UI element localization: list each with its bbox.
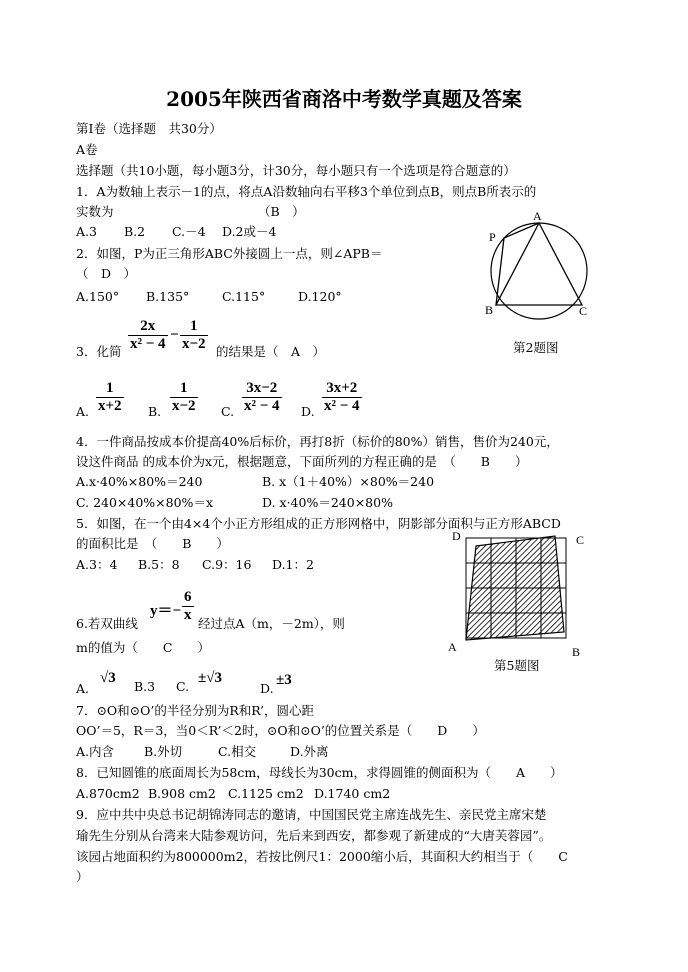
- q9-text-line3: 该园占地面积约为800000m2，若按比例尺1：2000缩小后，其面积大约相当于（ C: [76, 849, 568, 864]
- q6-option-a-label: A.: [76, 681, 90, 696]
- fig5-label-c: C: [576, 533, 585, 547]
- q6-suffix: 经过点A（m，－2m），则: [198, 616, 345, 631]
- fig2-label-c: C: [579, 304, 588, 318]
- q6-option-a: √3: [100, 670, 116, 686]
- q3-option-c-den: x² − 4: [244, 398, 280, 414]
- q7-text-line1: 7．⊙O和⊙O’的半径分别为R和R’，圆心距: [76, 703, 314, 718]
- q7-option-d: D.外离: [290, 744, 329, 759]
- q3-option-b: [170, 380, 198, 415]
- q6-option-d-label: D.: [260, 681, 274, 696]
- q8-option-b: B.908 cm2: [148, 786, 216, 801]
- q3-option-a-label: A.: [76, 404, 90, 419]
- q1-text-line2: 实数为: [76, 204, 114, 219]
- q5-text-line1: 5．如图，在一个由4×4个小正方形组成的正方形网格中，阴影部分面积与正方形ABCD: [76, 516, 561, 531]
- fig2-label-p: P: [489, 230, 496, 244]
- q1-option-d: D.2或－4: [222, 224, 277, 239]
- q6-fraction: [182, 589, 194, 624]
- q1-option-c: C.－4: [172, 224, 206, 239]
- q4-option-a: A.x·40%×80%＝240: [76, 474, 203, 489]
- q3-option-d-num: 3x+2: [326, 380, 358, 396]
- q2-option-d: D.120°: [298, 289, 342, 304]
- q9-text-line1: 9．应中共中央总书记胡锦涛同志的邀请，中国国民党主席连战先生、亲民党主席宋楚: [76, 807, 547, 822]
- q2-option-c: C.115°: [222, 289, 266, 304]
- q3-option-c: [242, 380, 282, 415]
- q3-frac2-den: x−2: [182, 336, 206, 352]
- q2-figure: [478, 208, 608, 338]
- q7-text-line2: OO’＝5，R＝3，当0＜R’＜2时，⊙O和⊙O’的位置关系是（ D ）: [76, 723, 485, 738]
- fig5-label-a: A: [448, 640, 457, 654]
- q6-frac-num: 6: [184, 589, 192, 605]
- fig2-label-a: A: [533, 209, 542, 223]
- q3-option-c-num: 3x−2: [246, 380, 278, 396]
- q9-text-line4: ）: [76, 869, 89, 884]
- q7-option-a: A.内含: [76, 744, 115, 759]
- q3-option-b-den: x−2: [172, 398, 196, 414]
- page-title: 2005年陕西省商洛中考数学真题及答案: [166, 87, 522, 111]
- q3-option-a-den: x+2: [98, 398, 122, 414]
- q2-figure-caption: 第2题图: [513, 340, 559, 355]
- q8-option-d: D.1740 cm2: [314, 786, 391, 801]
- q3-frac1-den: x² − 4: [130, 336, 166, 352]
- q3-option-d-den: x² − 4: [324, 398, 360, 414]
- fig2-label-b: B: [485, 303, 494, 317]
- q6-option-c: ±√3: [198, 670, 222, 686]
- q3-option-a-num: 1: [106, 380, 114, 396]
- q3-prefix: 3．化简: [76, 344, 122, 359]
- q5-figure: [446, 528, 596, 660]
- q1-option-b: B.2: [124, 224, 146, 239]
- q6-option-d: ±3: [276, 672, 292, 688]
- q5-option-a: A.3：4: [76, 557, 118, 572]
- q5-option-b: B.5：8: [138, 557, 180, 572]
- q6-text-line2: m的值为（ C ）: [76, 640, 210, 655]
- q3-option-a: [96, 380, 124, 415]
- q2-option-a: A.150°: [76, 289, 120, 304]
- q4-text-line1: 4．一件商品按成本价提高40%后标价，再打8折（标价的80%）销售，售价为240元，: [76, 434, 559, 449]
- q4-option-c: C. 240×40%×80%＝x: [76, 495, 213, 510]
- q4-option-d: D. x·40%＝240×80%: [262, 495, 393, 510]
- q6-option-c-label: C.: [176, 679, 190, 694]
- q3-option-b-label: B.: [148, 404, 162, 419]
- q4-text-line2: 设这件商品 的成本价为x元，根据题意，下面所列的方程正确的是 （ B ）: [76, 454, 528, 469]
- q8-text: 8．已知圆锥的底面周长为58cm，母线长为30cm，求得圆锥的侧面积为（ A ）: [76, 765, 563, 780]
- q3-minus: −: [170, 327, 179, 343]
- q4-option-b: B. x（1＋40%）×80%＝240: [262, 474, 435, 489]
- q3-fraction-2: [180, 318, 208, 353]
- q2-option-b: B.135°: [146, 289, 190, 304]
- q6-prefix: 6.若双曲线: [76, 616, 138, 631]
- q3-fraction-1: [128, 318, 168, 353]
- q3-suffix: 的结果是（ A ）: [216, 344, 326, 359]
- volume-label: A卷: [76, 142, 98, 157]
- q7-option-b: B.外切: [144, 744, 183, 759]
- q2-answer: （ D ）: [76, 266, 137, 281]
- q1-answer: （B ）: [258, 204, 305, 219]
- q2-text: 2．如图，P为正三角形ABC外接圆上一点，则∠APB＝: [76, 246, 383, 261]
- q8-option-c: C.1125 cm2: [228, 786, 304, 801]
- part-header: 第Ⅰ卷（选择题 共30分）: [76, 121, 222, 136]
- q9-text-line2: 瑜先生分别从台湾来大陆参观访问，先后来到西安，都参观了新建成的“大唐芙蓉园”。: [76, 828, 552, 843]
- q6-eq-y: y＝−: [150, 603, 182, 619]
- q7-option-c: C.相交: [218, 744, 257, 759]
- q3-option-c-label: C.: [221, 404, 235, 419]
- q3-frac1-num: 2x: [140, 318, 156, 334]
- q3-option-d: [322, 380, 362, 415]
- q5-option-c: C.9：16: [202, 557, 252, 572]
- q1-text-line1: 1．A为数轴上表示－1的点，将点A沿数轴向右平移3个单位到点B，则点B所表示的: [76, 184, 537, 199]
- fig5-label-b: B: [572, 645, 581, 659]
- q5-text-line2: 的面积比是 （ B ）: [76, 536, 229, 551]
- q1-option-a: A.3: [76, 224, 97, 239]
- q6-option-b: B.3: [134, 679, 156, 694]
- q3-option-b-num: 1: [180, 380, 188, 396]
- q6-frac-den: x: [184, 607, 192, 623]
- instructions: 选择题（共10小题，每小题3分，计30分，每小题只有一个选项是符合题意的）: [76, 163, 516, 178]
- q3-frac2-num: 1: [190, 318, 198, 334]
- q5-figure-caption: 第5题图: [494, 658, 540, 673]
- q3-option-d-label: D.: [301, 404, 315, 419]
- fig5-label-d: D: [452, 529, 461, 543]
- q8-option-a: A.870cm2: [76, 786, 140, 801]
- q5-option-d: D.1：2: [272, 557, 314, 572]
